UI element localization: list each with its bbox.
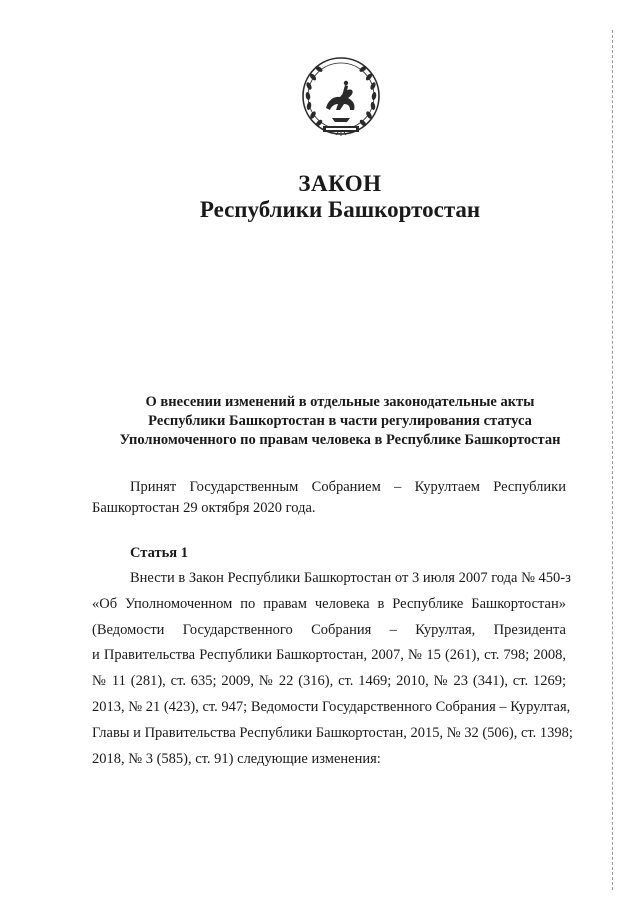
article-line: и Правительства Республики Башкортостан, 2007, № 15 (261), ст. 798; 2008, bbox=[92, 647, 566, 664]
article-line: Внести в Закон Республики Башкортостан от 3 июля 2007 года № 450-з bbox=[130, 570, 571, 586]
article-line: 2018, № 3 (585), ст. 91) следующие изменения: bbox=[92, 750, 381, 767]
adoption-line: Башкортостан 29 октября 2020 года. bbox=[92, 500, 316, 516]
heading-line: Республики Башкортостан в части регулирования статуса bbox=[148, 413, 532, 429]
coat-of-arms-icon bbox=[296, 52, 386, 142]
article-line: «Об Уполномоченном по правам человека в Республике Башкортостан» bbox=[92, 595, 566, 612]
article-line: Главы и Правительства Республики Башкортостан, 2015, № 32 (506), ст. 1398; bbox=[92, 724, 573, 741]
article-line: № 11 (281), ст. 635; 2009, № 22 (316), ст. 1469; 2010, № 23 (341), ст. 1269; bbox=[92, 673, 566, 690]
law-title: ЗАКОН bbox=[298, 171, 382, 196]
adoption-line: Принят Государственным Собранием – Курултаем Республики bbox=[130, 479, 566, 495]
article-line: 2013, № 21 (423), ст. 947; Ведомости Государственного Собрания – Курултая, bbox=[92, 698, 571, 715]
law-subtitle: Республики Башкортостан bbox=[199, 197, 481, 222]
scan-edge-line bbox=[612, 30, 614, 890]
heading-line: Уполномоченного по правам человека в Республике Башкортостан bbox=[119, 432, 561, 448]
heading-line: О внесении изменений в отдельные законодательные акты bbox=[145, 394, 535, 410]
document-heading bbox=[90, 393, 590, 450]
article-title: Статья 1 bbox=[130, 545, 188, 561]
article-body bbox=[92, 566, 573, 772]
article-line: (Ведомости Государственного Собрания – Курултая, Президента bbox=[92, 621, 566, 638]
adoption-note bbox=[92, 477, 566, 519]
